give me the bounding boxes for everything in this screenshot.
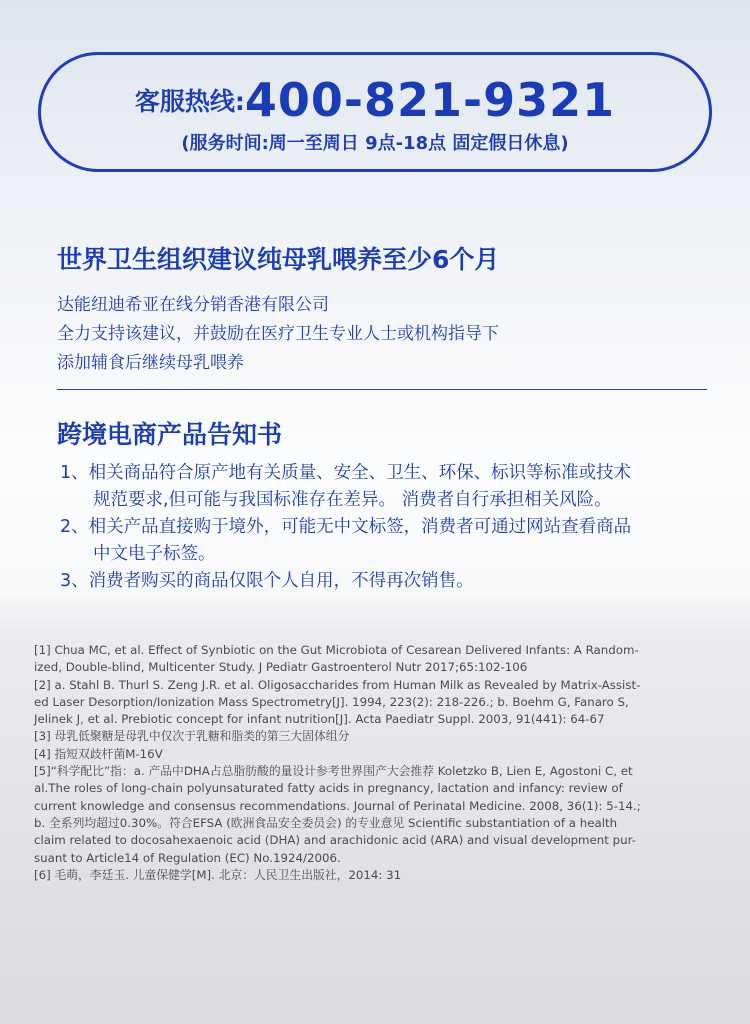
reference-line: [3] 母乳低聚糖是母乳中仅次于乳糖和脂类的第三大固体组分: [34, 729, 350, 744]
reference-line: [6] 毛萌，李廷玉. 儿童保健学[M]. 北京：人民卫生出版社，2014: 31: [34, 867, 402, 882]
hotline-line: [41, 73, 709, 127]
who-statement-line: 添加辅食后继续母乳喂养: [57, 353, 244, 373]
references: [34, 642, 724, 884]
notice-item-3: 3、消费者购买的商品仅限个人自用，不得再次销售。: [60, 571, 474, 591]
notice-list: [60, 460, 631, 595]
hotline-number[interactable]: 400-821-9321: [244, 73, 616, 127]
who-statement-line: 达能纽迪希亚在线分销香港有限公司: [57, 295, 329, 315]
hotline-box: [38, 52, 712, 172]
reference-line: Jelinek J, et al. Prebiotic concept for infant nutrition[J]. Acta Paediatr Suppl. 2003, 91(441): 64-67: [34, 712, 605, 727]
notice-item-1-cont: 规范要求,但可能与我国标准存在差异。 消费者自行承担相关风险。: [93, 490, 612, 510]
reference-line: [2] a. Stahl B. Thurl S. Zeng J.R. et al. Oligosaccharides from Human Milk as Revealed by Matrix-Assist-: [34, 677, 641, 692]
reference-line: b. 全系列均超过0.30%。符合EFSA (欧洲食品安全委员会) 的专业意见 Scientific substantiation of a health: [34, 815, 618, 830]
notice-title: 跨境电商产品告知书: [57, 420, 283, 449]
reference-line: claim related to docosahexaenoic acid (DHA) and arachidonic acid (ARA) and visual development pur-: [34, 833, 636, 848]
reference-line: ed Laser Desorption/Ionization Mass Spectrometry[J]. 1994, 223(2): 218-226.; b. Boehm G, Fanaro S,: [34, 694, 629, 709]
who-recommendation-title: 世界卫生组织建议纯母乳喂养至少6个月: [57, 245, 500, 274]
reference-line: current knowledge and consensus recommendations. Journal of Perinatal Medicine. 2008, 36(1): 5-14.;: [34, 798, 641, 813]
reference-line: ized, Double-blind, Multicenter Study. J Pediatr Gastroenterol Nutr 2017;65:102-106: [34, 660, 528, 675]
notice-item-2: 2、相关产品直接购于境外，可能无中文标签，消费者可通过网站查看商品: [60, 517, 632, 537]
reference-line: [5]“科学配比”指：a. 产品中DHA占总脂肪酸的量设计参考世界围产大会推荐 Koletzko B, Lien E, Agostoni C, et: [34, 764, 633, 779]
section-divider: [57, 389, 707, 390]
who-statement: [57, 291, 499, 378]
reference-line: suant to Article14 of Regulation (EC) No.1924/2006.: [34, 850, 341, 865]
service-hours: (服务时间:周一至周日 9点-18点 固定假日休息): [181, 133, 569, 154]
notice-item-1: 1、相关商品符合原产地有关质量、安全、卫生、环保、标识等标准或技术: [60, 463, 632, 483]
reference-line: [4] 指短双歧杆菌M-16V: [34, 746, 163, 761]
reference-line: al.The roles of long-chain polyunsaturated fatty acids in pregnancy, lactation and infancy: review of: [34, 781, 623, 796]
reference-line: [1] Chua MC, et al. Effect of Synbiotic on the Gut Microbiota of Cesarean Delivered Infants: A Random-: [34, 643, 639, 657]
hotline-label: 客服热线:: [134, 87, 245, 116]
notice-item-2-cont: 中文电子标签。: [93, 544, 216, 564]
who-statement-line: 全力支持该建议，并鼓励在医疗卫生专业人士或机构指导下: [57, 324, 499, 344]
